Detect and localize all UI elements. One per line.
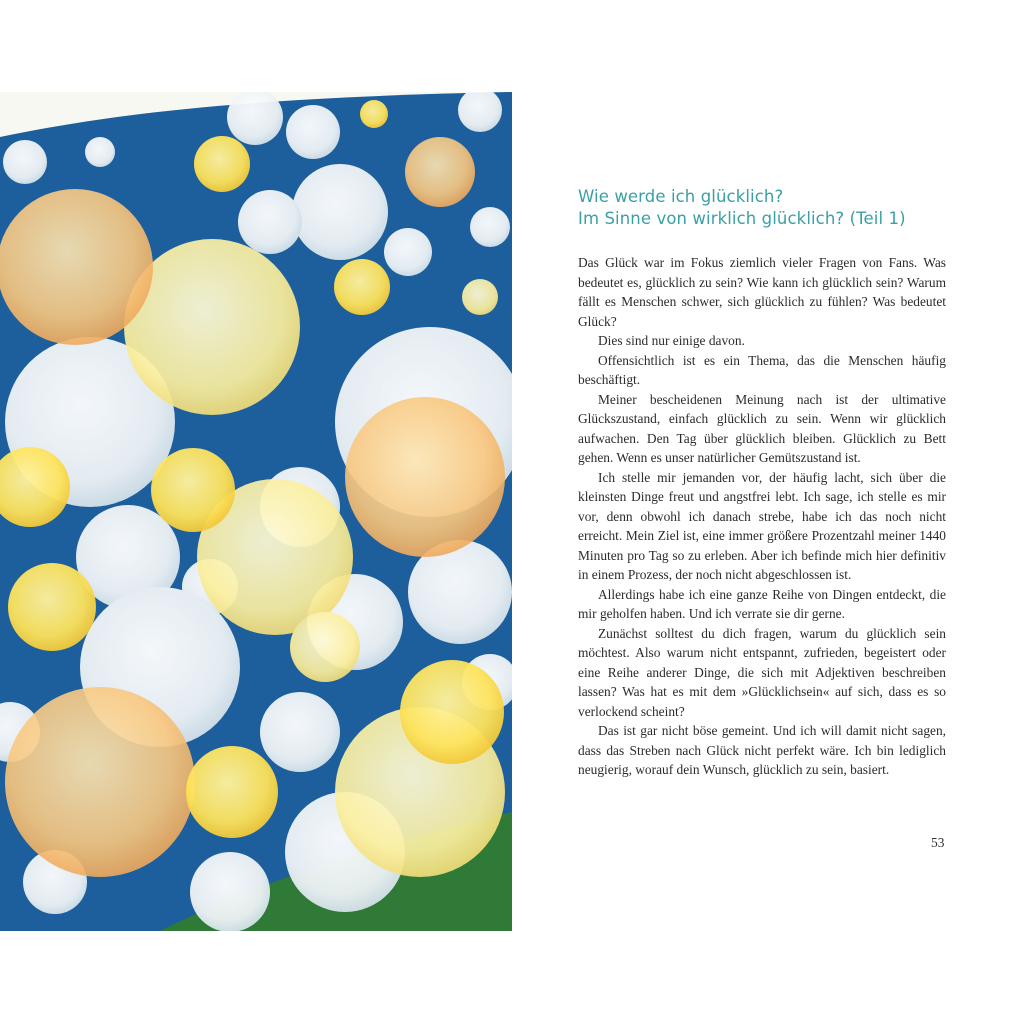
- chapter-title-line-1: Wie werde ich glücklich?: [578, 187, 784, 206]
- paragraph-2: Dies sind nur einige davon.: [598, 333, 745, 348]
- text-page: [578, 186, 946, 780]
- paragraph-7: Zunächst solltest du dich fragen, warum du glücklich sein möchtest. Also warum nicht entspannt, zufrieden, begeistert oder eine Reihe anderer Dinge, die sich mit Adjektiven beschreiben lassen? Was hat es mit dem »Glücklichsein« auf sich, dass es so verlockend scheint?: [578, 625, 946, 719]
- body-text: [578, 253, 946, 780]
- paragraph-6: Allerdings habe ich eine ganze Reihe von Dingen entdeckt, die mir geholfen haben. Und ich verrate sie dir gerne.: [578, 586, 946, 621]
- paragraph-3: Offensichtlich ist es ein Thema, das die Menschen häufig beschäftigt.: [578, 352, 946, 387]
- bubbles-painting: [0, 92, 512, 931]
- page-number: 53: [931, 835, 945, 850]
- watercolor-circles-illustration: [0, 92, 512, 931]
- paragraph-1: Das Glück war im Fokus ziemlich vieler Fragen von Fans. Was bedeutet es, glücklich zu sein? Wie kann ich glücklich sein? Warum fällt es Menschen schwer, sich glücklich zu fühlen? Was bedeutet Glück?: [578, 255, 946, 329]
- paragraph-8: Das ist gar nicht böse gemeint. Und ich will damit nicht sagen, dass das Streben nach Glück nicht perfekt wäre. Ich bin lediglich neugierig, worauf dein Wunsch, glücklich zu sein, basiert.: [578, 723, 946, 777]
- chapter-title-line-2: Im Sinne von wirklich glücklich? (Teil 1): [578, 209, 906, 228]
- chapter-title: [578, 186, 946, 230]
- paragraph-4: Meiner bescheidenen Meinung nach ist der ultimative Glückszustand, einfach glücklich zu sein. Wenn wir glücklich aufwachen. Den Tag über glücklich bleiben. Glücklich zu Bett gehen. Wenn es unser natürlicher Gemütszustand ist.: [578, 391, 946, 465]
- paragraph-5: Ich stelle mir jemanden vor, der häufig lacht, sich über die kleinsten Dinge freut und angstfrei lebt. Ich sage, ich stelle es mir vor, denn obwohl ich danach strebe, habe ich das noch nicht erreicht. Mein Ziel ist, eine immer größere Prozentzahl meiner 1440 Minuten pro Tag so zu erleben. Aber ich befinde mich hier definitiv in einem Prozess, der noch nicht abgeschlossen ist.: [578, 469, 946, 582]
